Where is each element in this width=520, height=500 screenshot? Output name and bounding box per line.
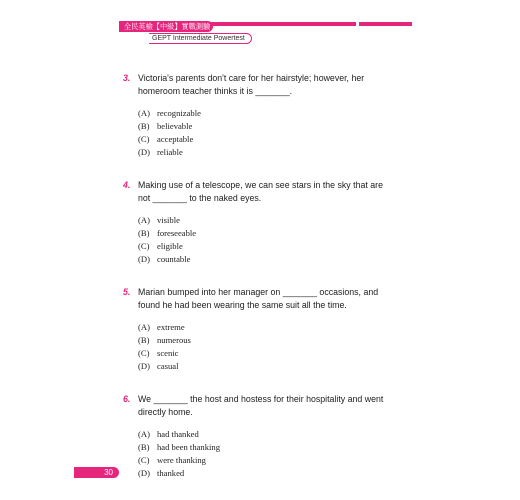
header-title: 全民英檢【中級】實戰測驗 [124,22,211,31]
page-number: 30 [104,468,113,477]
option-c [138,133,412,146]
option-d [138,253,412,266]
option-letter: (C) [138,134,150,144]
option-text: believable [157,121,193,131]
option-letter: (B) [138,442,150,452]
option-letter: (D) [138,147,150,157]
page-number-tab [74,467,119,478]
option-letter: (D) [138,254,150,264]
option-letter: (C) [138,455,150,465]
option-text: countable [157,254,191,264]
option-a [138,428,412,441]
header-title-tab [119,21,213,32]
option-b [138,441,412,454]
stem-line: Victoria's parents don't care for her hairstyle; however, her [138,73,365,83]
question-3 [122,72,412,159]
option-c [138,347,412,360]
answer-options [122,214,412,266]
option-text: had been thanking [157,442,221,452]
option-text: acceptable [157,134,194,144]
option-letter: (C) [138,241,150,251]
question-list [122,72,412,500]
option-b [138,120,412,133]
option-text: reliable [157,147,183,157]
option-text: had thanked [157,429,199,439]
stem-line: homeroom teacher thinks it is _______. [138,86,293,96]
stem-line: We _______ the host and hostess for their hospitality and went [138,394,384,404]
option-text: casual [157,361,179,371]
option-text: foreseeable [157,228,197,238]
option-b [138,227,412,240]
question-number: 3. [123,73,131,83]
option-text: extreme [157,322,185,332]
answer-options [122,107,412,159]
answer-options [122,428,412,480]
option-a [138,107,412,120]
option-b [138,334,412,347]
option-letter: (C) [138,348,150,358]
answer-options [122,321,412,373]
option-letter: (D) [138,361,150,371]
option-letter: (D) [138,468,150,478]
question-number: 4. [123,180,131,190]
option-text: scenic [157,348,179,358]
stem-line: not _______ to the naked eyes. [138,193,262,203]
option-text: recognizable [157,108,201,118]
option-letter: (B) [138,335,150,345]
header-subtitle: GEPT Intermediate Powertest [149,33,252,44]
option-d [138,360,412,373]
question-stem [122,179,412,205]
question-5 [122,286,412,373]
question-number: 6. [123,394,131,404]
stem-line: directly home. [138,407,193,417]
option-letter: (B) [138,121,150,131]
option-d [138,146,412,159]
header-rule-gap [356,22,359,26]
question-stem [122,72,412,98]
option-c [138,240,412,253]
option-letter: (A) [138,215,150,225]
option-letter: (A) [138,322,150,332]
option-text: numerous [157,335,191,345]
option-text: visible [157,215,180,225]
option-a [138,214,412,227]
stem-line: Marian bumped into her manager on _______ occasions, and [138,287,379,297]
option-text: thanked [157,468,185,478]
stem-line: Making use of a telescope, we can see stars in the sky that are [138,180,383,190]
question-number: 5. [123,287,131,297]
question-6 [122,393,412,480]
option-text: were thanking [157,455,206,465]
option-d [138,467,412,480]
option-text: eligible [157,241,183,251]
question-stem [122,286,412,312]
option-a [138,321,412,334]
option-c [138,454,412,467]
question-4 [122,179,412,266]
option-letter: (B) [138,228,150,238]
option-letter: (A) [138,429,150,439]
stem-line: found he had been wearing the same suit all the time. [138,300,347,310]
option-letter: (A) [138,108,150,118]
question-stem [122,393,412,419]
